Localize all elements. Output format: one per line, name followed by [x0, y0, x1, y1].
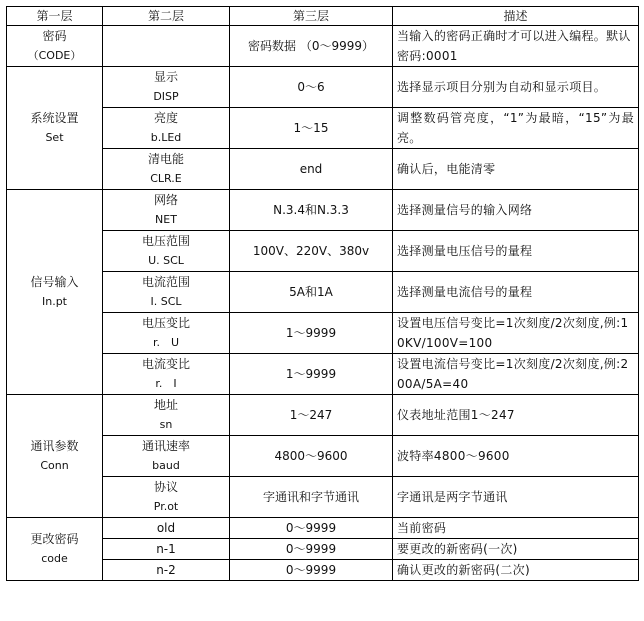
level-2-cell — [103, 231, 230, 272]
level-2-code: baud — [152, 459, 180, 472]
level-3-cell: N.3.4和N.3.3 — [230, 190, 393, 231]
description-cell: 设置电流信号变比=1次刻度/2次刻度,例:200A/5A=40 — [393, 354, 639, 395]
level-3-cell: 5A和1A — [230, 272, 393, 313]
level-3-cell: 0～6 — [230, 67, 393, 108]
level-2-code: Pr.ot — [153, 500, 179, 513]
level-2-code: NET — [155, 213, 177, 226]
parameter-table — [6, 6, 639, 581]
description-cell: 选择测量电压信号的量程 — [393, 231, 639, 272]
level-1-label: 信号输入 — [30, 275, 79, 289]
description-cell: 调整数码管亮度，“1”为最暗，“15”为最亮。 — [393, 108, 639, 149]
level-2-code: r. U — [152, 336, 180, 349]
table-row — [7, 26, 639, 67]
description-cell: 仪表地址范围1～247 — [393, 395, 639, 436]
level-3-cell: 0～9999 — [230, 539, 393, 560]
level-2-label: 电压变比 — [141, 316, 190, 330]
description-cell: 当输入的密码正确时才可以进入编程。默认密码:0001 — [393, 26, 639, 67]
level-3-cell: 0～9999 — [230, 518, 393, 539]
level-2-code: b.LEd — [150, 131, 182, 144]
description-cell: 选择显示项目分别为自动和显示项目。 — [393, 67, 639, 108]
level-2-code: U. SCL — [148, 254, 184, 267]
level-2-cell — [103, 149, 230, 190]
level-1-code: Set — [45, 131, 64, 144]
level-2-code: r. I — [155, 377, 177, 390]
level-2-code: sn — [159, 418, 173, 431]
level-2-cell — [103, 313, 230, 354]
level-2-code: DISP — [153, 90, 179, 103]
level-3-cell: 1～15 — [230, 108, 393, 149]
description-cell: 确认后，电能清零 — [393, 149, 639, 190]
level-2-cell-empty — [103, 26, 230, 67]
level-1-code: （CODE） — [27, 49, 82, 62]
level-2-label: 电流范围 — [141, 275, 190, 289]
header-description: 描述 — [393, 7, 639, 26]
table-row — [7, 395, 639, 436]
level-1-cell — [7, 518, 103, 581]
level-1-cell — [7, 67, 103, 190]
level-3-cell: 1～247 — [230, 395, 393, 436]
level-3-cell: 0～9999 — [230, 560, 393, 581]
header-level-2: 第二层 — [103, 7, 230, 26]
level-2-cell — [103, 67, 230, 108]
description-cell: 确认更改的新密码(二次) — [393, 560, 639, 581]
level-2-cell: old — [103, 518, 230, 539]
level-2-cell — [103, 477, 230, 518]
header-level-3: 第三层 — [230, 7, 393, 26]
level-3-cell: 1～9999 — [230, 354, 393, 395]
description-cell: 设置电压信号变比=1次刻度/2次刻度,例:10KV/100V=100 — [393, 313, 639, 354]
level-1-label: 系统设置 — [30, 111, 79, 125]
level-2-cell — [103, 436, 230, 477]
level-1-label: 通讯参数 — [30, 439, 79, 453]
level-2-label: 电压范围 — [141, 234, 190, 248]
table-row — [7, 518, 639, 539]
table-row — [7, 67, 639, 108]
level-2-label: 通讯速率 — [141, 439, 190, 453]
level-2-label: 协议 — [153, 480, 178, 494]
level-2-cell — [103, 395, 230, 436]
description-cell: 选择测量电流信号的量程 — [393, 272, 639, 313]
table-header-row — [7, 7, 639, 26]
description-cell: 选择测量信号的输入网络 — [393, 190, 639, 231]
level-2-label: 显示 — [153, 70, 178, 84]
level-2-cell — [103, 108, 230, 149]
parameter-table-container — [6, 6, 638, 581]
description-cell: 波特率4800～9600 — [393, 436, 639, 477]
level-2-code: CLR.E — [150, 172, 182, 185]
description-cell: 字通讯是两字节通讯 — [393, 477, 639, 518]
level-1-label: 密码 — [42, 29, 67, 43]
level-1-code: In.pt — [41, 295, 67, 308]
level-1-code: Conn — [40, 459, 69, 472]
header-level-1: 第一层 — [7, 7, 103, 26]
level-2-cell — [103, 354, 230, 395]
level-1-cell — [7, 26, 103, 67]
description-cell: 当前密码 — [393, 518, 639, 539]
level-2-cell — [103, 272, 230, 313]
level-2-label: 清电能 — [147, 152, 184, 166]
level-2-label: 网络 — [153, 193, 178, 207]
level-3-cell: 字通讯和字节通讯 — [230, 477, 393, 518]
level-2-code: I. SCL — [150, 295, 182, 308]
description-cell: 要更改的新密码(一次) — [393, 539, 639, 560]
level-2-label: 电流变比 — [141, 357, 190, 371]
level-3-cell: 密码数据 （0～9999） — [230, 26, 393, 67]
level-2-label: 亮度 — [153, 111, 178, 125]
table-row — [7, 190, 639, 231]
level-1-cell — [7, 395, 103, 518]
level-2-cell: n-2 — [103, 560, 230, 581]
level-1-cell — [7, 190, 103, 395]
level-3-cell: 100V、220V、380v — [230, 231, 393, 272]
level-1-label: 更改密码 — [30, 532, 79, 546]
level-3-cell: 1～9999 — [230, 313, 393, 354]
level-3-cell: 4800～9600 — [230, 436, 393, 477]
level-2-cell: n-1 — [103, 539, 230, 560]
level-1-code: code — [41, 552, 68, 565]
level-2-cell — [103, 190, 230, 231]
level-2-label: 地址 — [153, 398, 178, 412]
level-3-cell: end — [230, 149, 393, 190]
